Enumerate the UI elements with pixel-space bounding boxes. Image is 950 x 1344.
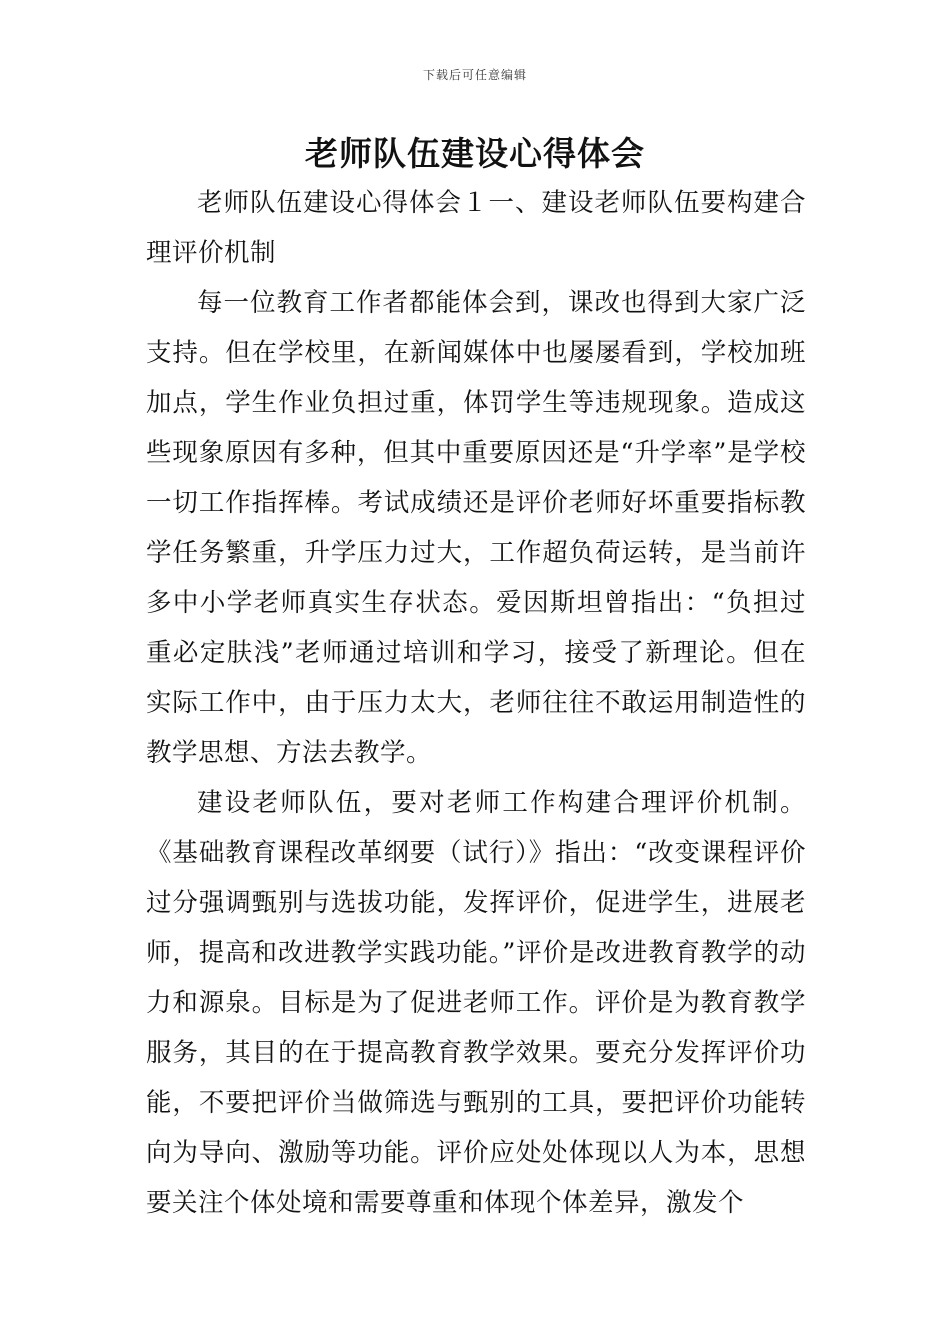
header-note: 下载后可任意编辑 (422, 68, 527, 82)
paragraph: 建设老师队伍，要对老师工作构建合理评价机制。《基础教育课程改革纲要（试行）》指出：“改变课程评价过分强调甄别与选拔功能，发挥评价，促进学生，进展老师，提高和改进教学实践功能。”评价是改进教育教学的动力和源泉。目标是为了促进老师工作。评价是为教育教学服务，其目的在于提高教育教学效果。要充分发挥评价功能，不要把评价当做筛选与甄别的工具，要把评价功能转向为导向、激励等功能。评价应处处体现以人为本，思想要关注个体处境和需要尊重和体现个体差异，激发个 (146, 788, 806, 1218)
paragraph: 每一位教育工作者都能体会到，课改也得到大家广泛支持。但在学校里，在新闻媒体中也屡屡看到，学校加班加点，学生作业负担过重，体罚学生等违规现象。造成这些现象原因有多种，但其中重要原因还是“升学率”是学校一切工作指挥棒。考试成绩还是评价老师好坏重要指标教学任务繁重，升学压力过大，工作超负荷运转，是当前许多中小学老师真实生存状态。爱因斯坦曾指出：“负担过重必定肤浅”老师通过培训和学习，接受了新理论。但在实际工作中，由于压力太大，老师往往不敢运用制造性的教学思想、方法去教学。 (146, 288, 806, 768)
paragraph: 老师队伍建设心得体会１一、建设老师队伍要构建合理评价机制 (146, 188, 806, 268)
document-title: 老师队伍建设心得体会 (305, 134, 645, 173)
document-body (146, 178, 806, 1228)
